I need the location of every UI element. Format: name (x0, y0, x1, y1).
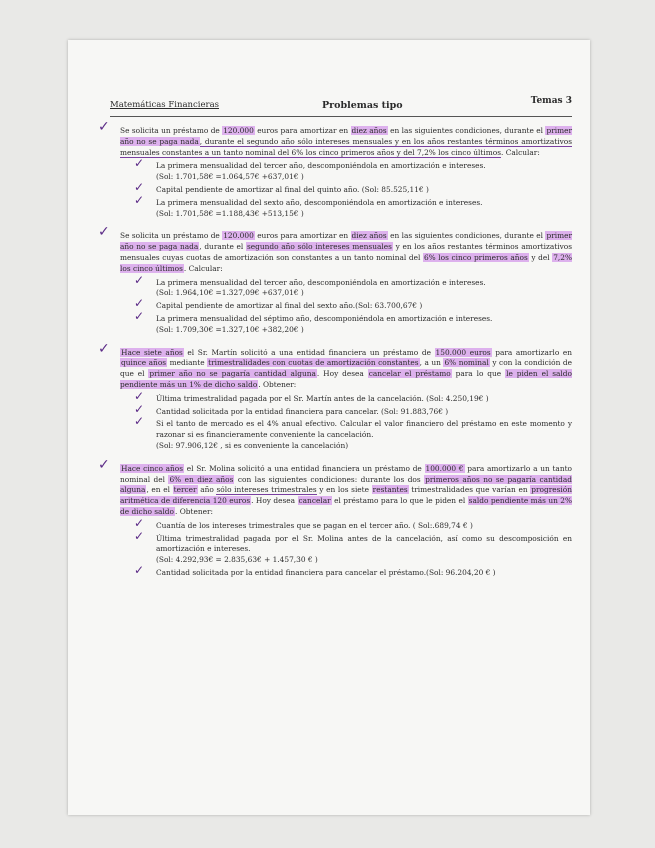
text-segment: euros para amortizar en (254, 126, 351, 135)
highlight: cancelar el préstamo (368, 369, 451, 379)
subject-title: Matemáticas Financieras (110, 100, 220, 110)
text-segment: . Hoy desea (316, 369, 368, 379)
text-segment: , a un (419, 358, 444, 368)
problem-4-items (134, 515, 572, 579)
text-segment: Se solicita un préstamo de (120, 126, 223, 135)
check-icon: ✓ (134, 296, 145, 311)
highlight: primer año no se paga nada (120, 126, 573, 146)
highlight: restantes (372, 485, 408, 495)
text-segment: . Obtener: (175, 506, 213, 516)
text-segment: euros para amortizar en (254, 231, 351, 241)
problem-1 (98, 119, 573, 219)
text-segment: y del (528, 252, 553, 262)
check-icon: ✓ (98, 119, 110, 135)
list-item (134, 562, 572, 579)
text-segment: en las siguientes condiciones, durante el (387, 231, 546, 241)
item-solution: (Sol: 4.292,93€ = 2.835,63€ + 1.457,30 € ) (156, 555, 318, 565)
theme-label: Temas 3 (530, 96, 572, 106)
text-segment: . Hoy desea (251, 496, 298, 506)
item-solution: (Sol: 1.701,58€ =1.064,57€ +637,01€ ) (156, 172, 304, 182)
text-segment: y con la condición de que el (120, 358, 573, 379)
list-item (134, 414, 572, 451)
page-header (110, 96, 572, 117)
text-segment: año (197, 485, 217, 495)
problem-3-items (134, 388, 572, 452)
highlight: trimestralidades con cuotas de amortización constantes (208, 358, 419, 368)
highlight: progresión aritmética de diferencia 120 euros (120, 485, 572, 506)
text-segment: , en el (146, 485, 173, 495)
list-item (134, 192, 572, 220)
highlight: 100.000 € (425, 463, 464, 473)
text-segment: con las siguientes condiciones: durante los dos (234, 474, 425, 484)
item-text: Última trimestralidad pagada por el Sr. Martín antes de la cancelación. (Sol: 4.250,19€ ) (156, 393, 489, 403)
check-icon: ✓ (134, 179, 145, 194)
page-title: Problemas tipo (322, 100, 403, 111)
item-text: Capital pendiente de amortizar al final del sexto año.(Sol: 63.700,67€ ) (156, 301, 423, 311)
text-segment: . Calcular: (183, 263, 223, 273)
problem-4 (98, 456, 572, 579)
item-solution: (Sol: 97.906,12€ , si es conveniente la cancelación) (156, 440, 349, 450)
list-item (134, 156, 572, 183)
check-icon: ✓ (134, 414, 145, 429)
problem-2 (98, 224, 573, 335)
check-icon: ✓ (134, 528, 145, 543)
list-item (134, 388, 572, 405)
text-segment: para amortizarlo a un tanto nominal del (120, 463, 572, 484)
item-text: La primera mensualidad del tercer año, descomponiéndola en amortización e intereses. (156, 277, 486, 287)
text-segment: . Obtener: (258, 379, 297, 389)
text-segment: trimestralidades que varían en (408, 485, 531, 495)
problem-1-items (134, 156, 572, 219)
list-item (134, 401, 572, 418)
item-text: Cantidad solicitada por la entidad financiera para cancelar el préstamo.(Sol: 96.204,20 € ) (156, 567, 496, 577)
highlight: Hace siete años (121, 347, 183, 357)
highlight: segundo año sólo intereses mensuales (246, 242, 392, 252)
underline: , durante el segundo año sólo intereses mensuales (199, 136, 393, 146)
check-icon: ✓ (134, 388, 145, 403)
list-item (134, 296, 572, 312)
check-icon: ✓ (98, 456, 110, 473)
highlight: primer año no se paga nada (120, 231, 573, 252)
text-segment: Se solicita un préstamo de (120, 231, 223, 241)
text-segment: , durante el (199, 242, 246, 252)
list-item (134, 272, 572, 300)
list-item (134, 515, 572, 532)
text-segment: y en los años restantes términos amortizativos mensuales cuyas cuotas de amortización son constantes a un tanto nominal del (120, 242, 573, 262)
highlight: 120.000 (223, 126, 254, 135)
underline: sólo intereses trimestrales (216, 485, 317, 495)
highlight: 6% en diez años (169, 474, 234, 484)
check-icon: ✓ (134, 401, 145, 416)
highlight: quince años (121, 358, 167, 368)
item-text: Capital pendiente de amortizar al final del quinto año. (Sol: 85.525,11€ ) (156, 184, 429, 194)
item-text: Si el tanto de mercado es el 4% anual efectivo. Calcular el valor financiero del préstamo en este momento y razonar si es financieramente conveniente la cancelación. (156, 419, 572, 440)
highlight: primeros años no se pagaría cantidad alguna (120, 474, 572, 495)
list-item (134, 179, 572, 196)
problems-content (98, 119, 573, 581)
problem-2-items (134, 272, 572, 336)
item-text: Última trimestralidad pagada por el Sr. Molina antes de la cancelación, así como su descomposición en amortización e intereses. (156, 533, 572, 554)
text-segment: en las siguientes condiciones, durante el (387, 126, 546, 135)
item-text: Cantidad solicitada por la entidad financiera para cancelar. (Sol: 91.883,76€ ) (156, 406, 449, 416)
check-icon: ✓ (134, 308, 145, 323)
check-icon: ✓ (134, 156, 145, 171)
highlight: diez años (351, 126, 387, 135)
text-segment: el Sr. Molina solicitó a una entidad financiera un préstamo de (184, 463, 425, 473)
item-solution: (Sol: 1.709,30€ =1.327,10€ +382,20€ ) (156, 324, 304, 334)
highlight: tercer (173, 485, 197, 495)
highlight: le piden el saldo pendiente más un 1% de dicho saldo (120, 369, 572, 389)
highlight: 6% nominal (444, 358, 489, 368)
text-segment: mediante (167, 358, 208, 368)
scanned-page (68, 40, 590, 815)
highlight: 120.000 (223, 231, 254, 241)
text-segment: para amortizarlo en (491, 347, 572, 357)
item-solution: (Sol: 1.701,58€ =1.188,43€ +513,15€ ) (156, 208, 304, 218)
check-icon: ✓ (134, 192, 145, 207)
underline: y en los años restantes términos amortizativos mensuales constantes a un tanto nominal del 6% los cinco primeros años y del 7,2% los cinco últimos (120, 136, 572, 157)
highlight: 6% los cinco primeros años (423, 252, 528, 262)
item-text: La primera mensualidad del sexto año, descomponiéndola en amortización e intereses. (156, 197, 483, 207)
text-segment: para lo que (451, 369, 506, 379)
item-text: Cuantía de los intereses trimestrales que se pagan en el tercer año. ( Sol:.689,74 € ) (156, 520, 473, 530)
check-icon: ✓ (134, 562, 145, 577)
check-icon: ✓ (134, 272, 145, 287)
highlight: cancelar (298, 496, 331, 506)
check-icon: ✓ (98, 224, 110, 241)
text-segment: y en los siete (316, 485, 372, 495)
check-icon: ✓ (98, 340, 110, 357)
highlight: diez años (351, 231, 387, 241)
highlight: primer año no se pagaría cantidad alguna (149, 369, 316, 379)
text-segment: . Calcular: (501, 147, 540, 157)
text-segment: el Sr. Martín solicitó a una entidad financiera un préstamo de (183, 347, 435, 357)
highlight: 150.000 euros (435, 347, 491, 357)
list-item (134, 308, 572, 336)
item-text: La primera mensualidad del séptimo año, descomponiéndola en amortización e intereses. (156, 313, 493, 323)
item-solution: (Sol: 1.964,10€ =1.327,09€ +637,01€ ) (156, 288, 304, 298)
list-item (134, 528, 572, 566)
check-icon: ✓ (134, 515, 145, 530)
problem-3 (98, 340, 573, 452)
highlight: saldo pendiente más un 2% de dicho saldo (120, 496, 572, 516)
text-segment: el préstamo para lo que le piden el (331, 496, 468, 506)
item-text: La primera mensualidad del tercer año, descomponiéndola en amortización e intereses. (156, 161, 486, 171)
highlight: Hace cinco años (121, 463, 184, 473)
highlight: 7,2% los cinco últimos (120, 252, 572, 273)
